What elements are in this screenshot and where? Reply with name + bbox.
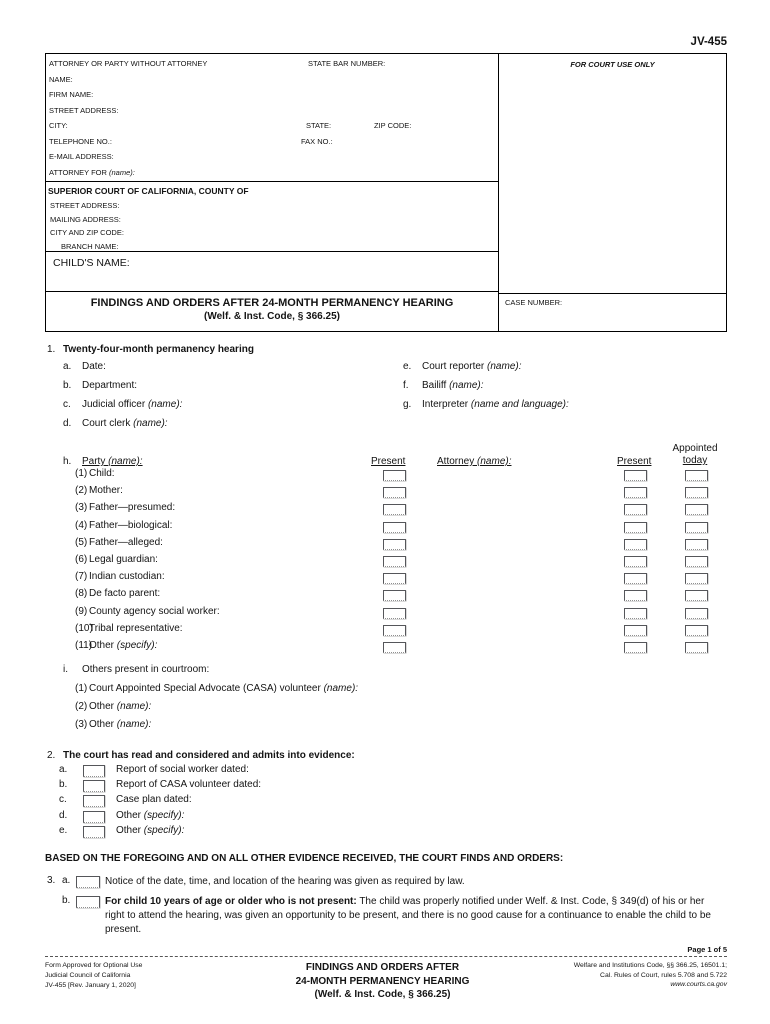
child-not-present-notified-checkbox[interactable] <box>76 896 100 908</box>
fax-field-label: FAX NO.: <box>301 136 333 146</box>
party-row-label: Father—presumed: <box>89 502 176 514</box>
party-4-appointed-today-checkbox[interactable] <box>685 522 708 533</box>
section1-heading <box>45 344 727 355</box>
evidence-other-1-checkbox[interactable] <box>83 811 105 823</box>
party-7-attorney-present-checkbox[interactable] <box>624 573 647 584</box>
item-number: (1) <box>75 683 88 695</box>
list-item <box>45 361 385 380</box>
item-label: Other (specify): <box>116 824 185 836</box>
evidence-casa-report-checkbox[interactable] <box>83 780 105 792</box>
state-field-label: STATE: <box>306 121 332 130</box>
party-item-letter: h. <box>63 456 72 467</box>
item-letter: b. <box>62 895 71 906</box>
for-court-use-only-label: FOR COURT USE ONLY <box>570 60 655 69</box>
form-title-line2: (Welf. & Inst. Code, § 366.25) <box>204 311 340 322</box>
table-row <box>45 588 727 605</box>
item-letter: b. <box>63 380 72 391</box>
party-7-present-checkbox[interactable] <box>383 573 406 584</box>
party-row-label: Father—alleged: <box>89 536 163 548</box>
item-letter: e. <box>59 824 68 836</box>
party-9-attorney-present-checkbox[interactable] <box>624 608 647 619</box>
party-row-label: Child: <box>89 468 115 479</box>
party-row-label: De facto parent: <box>89 588 161 600</box>
party-2-appointed-today-checkbox[interactable] <box>685 487 708 498</box>
section3 <box>45 875 727 937</box>
attorney-present-column-header: Present <box>617 456 652 467</box>
party-row-number: (6) <box>75 553 88 565</box>
firm-name-field-label: FIRM NAME: <box>49 90 94 99</box>
item-label: Report of CASA volunteer dated: <box>116 779 262 791</box>
party-5-appointed-today-checkbox[interactable] <box>685 539 708 550</box>
party-row-label: Tribal representative: <box>89 622 183 634</box>
party-8-appointed-today-checkbox[interactable] <box>685 590 708 601</box>
item-label: Court reporter (name): <box>422 361 522 372</box>
item-label: Bailiff (name): <box>422 380 484 391</box>
table-row <box>45 468 727 485</box>
item-text: Notice of the date, time, and location of the hearing was given as required by law. <box>105 876 465 887</box>
party-3-attorney-present-checkbox[interactable] <box>624 504 647 515</box>
item-label: Judicial officer (name): <box>82 399 183 410</box>
case-number-label: CASE NUMBER: <box>505 298 563 307</box>
party-2-present-checkbox[interactable] <box>383 487 406 498</box>
party-row-label: Father—biological: <box>89 519 173 531</box>
section2-number: 2. <box>47 750 56 762</box>
party-row-label: Other (specify): <box>89 639 158 651</box>
item-letter: c. <box>63 399 71 410</box>
party-10-present-checkbox[interactable] <box>383 625 406 636</box>
party-row-number: (11) <box>75 639 93 651</box>
party-8-present-checkbox[interactable] <box>383 590 406 601</box>
party-row-number: (10) <box>75 622 93 634</box>
list-item <box>45 683 727 701</box>
list-item <box>45 825 727 840</box>
for-court-use-only-box <box>499 54 726 294</box>
party-4-present-checkbox[interactable] <box>383 522 406 533</box>
present-column-header: Present <box>371 456 406 467</box>
item-letter: a. <box>62 875 71 886</box>
list-item <box>45 399 385 418</box>
section1-number: 1. <box>47 344 56 355</box>
form-content <box>45 36 727 1002</box>
section1-columns <box>45 361 727 437</box>
party-11-attorney-present-checkbox[interactable] <box>624 642 647 653</box>
item-label: Report of social worker dated: <box>116 764 249 776</box>
item-label: Case plan dated: <box>116 794 192 806</box>
page-number: Page 1 of 5 <box>687 945 727 954</box>
item-label: Court clerk (name): <box>82 418 168 429</box>
party-1-attorney-present-checkbox[interactable] <box>624 470 647 481</box>
table-row <box>45 520 727 537</box>
list-item <box>45 875 727 889</box>
party-row-number: (8) <box>75 588 88 600</box>
footer-divider <box>45 956 727 957</box>
evidence-social-worker-report-checkbox[interactable] <box>83 765 105 777</box>
table-row <box>45 537 727 554</box>
zip-code-field-label: ZIP CODE: <box>374 121 412 130</box>
item-letter: d. <box>59 809 68 821</box>
table-row <box>45 502 727 519</box>
form-title-line1: FINDINGS AND ORDERS AFTER 24-MONTH PERMANENCY HEARING <box>90 297 454 309</box>
party-row-label: County agency social worker: <box>89 605 220 617</box>
list-item <box>385 399 727 418</box>
footer-form-title: FINDINGS AND ORDERS AFTER 24-MONTH PERMANENCY HEARING (Welf. & Inst. Code, § 366.25) <box>295 962 470 1000</box>
list-item <box>385 380 727 399</box>
courts-website-link[interactable]: www.courts.ca.gov <box>670 981 727 988</box>
item-letter: f. <box>403 380 409 391</box>
party-8-attorney-present-checkbox[interactable] <box>624 590 647 601</box>
form-title-section <box>46 292 498 331</box>
item-letter: c. <box>59 794 67 806</box>
party-row-number: (3) <box>75 502 88 514</box>
table-row <box>45 485 727 502</box>
street-address-field-label: STREET ADDRESS: <box>49 105 119 115</box>
list-item <box>45 764 727 779</box>
item-letter: i. <box>63 664 68 676</box>
item-label: Department: <box>82 380 138 391</box>
section3-number: 3. <box>47 875 56 886</box>
party-11-present-checkbox[interactable] <box>383 642 406 653</box>
table-row <box>45 640 727 657</box>
list-item <box>45 895 727 937</box>
party-5-attorney-present-checkbox[interactable] <box>624 539 647 550</box>
party-6-appointed-today-checkbox[interactable] <box>685 556 708 567</box>
state-bar-number-label: STATE BAR NUMBER: <box>308 59 386 68</box>
party-row-number: (5) <box>75 536 88 548</box>
party-6-attorney-present-checkbox[interactable] <box>624 556 647 567</box>
header-left-column <box>46 54 499 331</box>
section1-title: Twenty-four-month permanency hearing <box>63 344 254 355</box>
party-row-number: (1) <box>75 468 88 479</box>
party-10-appointed-today-checkbox[interactable] <box>685 625 708 636</box>
header-right-column <box>499 54 726 331</box>
item-label: Interpreter (name and language): <box>422 399 569 410</box>
telephone-field-label: TELEPHONE NO.: <box>49 136 112 146</box>
name-field-label: NAME: <box>49 74 73 84</box>
footer <box>45 961 727 1002</box>
list-item <box>385 361 727 380</box>
evidence-other-2-checkbox[interactable] <box>83 826 105 838</box>
list-item <box>45 380 385 399</box>
item-text: For child 10 years of age or older who is not present: The child was properly notified under Welf. & Inst. Code, § 349(d) of his or her right to attend the hearing, was given an opportunity to be present, and there is no good cause for a continuance to enable the child to be present. <box>105 896 711 935</box>
list-item <box>45 794 727 809</box>
party-6-present-checkbox[interactable] <box>383 556 406 567</box>
case-number-box <box>499 294 726 331</box>
party-2-attorney-present-checkbox[interactable] <box>624 487 647 498</box>
section1-right-column <box>385 361 727 437</box>
court-branch-name-label: BRANCH NAME: <box>61 241 119 251</box>
attorney-column-header: Attorney (name): <box>437 456 512 467</box>
party-row-label: Legal guardian: <box>89 553 158 565</box>
party-row-number: (9) <box>75 605 88 617</box>
party-row-number: (7) <box>75 571 88 583</box>
attorney-info-section <box>46 54 498 182</box>
party-row-label: Mother: <box>89 485 123 497</box>
others-present-label: Others present in courtroom: <box>82 664 210 676</box>
list-item <box>45 810 727 825</box>
appointed-today-column-header: Appointed today <box>672 443 718 466</box>
list-item <box>45 719 727 737</box>
party-10-attorney-present-checkbox[interactable] <box>624 625 647 636</box>
child-name-section <box>46 252 498 292</box>
item-letter: b. <box>59 779 68 791</box>
party-5-present-checkbox[interactable] <box>383 539 406 550</box>
court-mailing-address-label: MAILING ADDRESS: <box>50 214 121 224</box>
footer-approval-block: Form Approved for Optional Use Judicial Council of California JV-455 [Rev. January 1, 2020] <box>45 962 143 989</box>
item-letter: d. <box>63 418 72 429</box>
notice-given-checkbox[interactable] <box>76 876 100 888</box>
party-7-appointed-today-checkbox[interactable] <box>685 573 708 584</box>
others-present-heading <box>45 664 727 683</box>
party-3-present-checkbox[interactable] <box>383 504 406 515</box>
table-row <box>45 623 727 640</box>
court-finds-orders-heading: BASED ON THE FOREGOING AND ON ALL OTHER EVIDENCE RECEIVED, THE COURT FINDS AND ORDERS: <box>45 853 564 864</box>
email-field-label: E-MAIL ADDRESS: <box>49 152 114 161</box>
item-label: Other (name): <box>89 719 152 731</box>
footer-citation-block: Welfare and Institutions Code, §§ 366.25, 16501.1; Cal. Rules of Court, rules 5.708 and 5.722 www.courts.ca.gov <box>515 961 727 1002</box>
attorney-for-field-label: ATTORNEY FOR (name): <box>49 167 135 177</box>
list-item <box>45 779 727 794</box>
item-label: Date: <box>82 361 106 372</box>
section2-heading <box>45 750 727 761</box>
court-info-section <box>46 182 498 252</box>
table-row <box>45 606 727 623</box>
superior-court-title: SUPERIOR COURT OF CALIFORNIA, COUNTY OF <box>48 186 249 196</box>
court-city-zip-label: CITY AND ZIP CODE: <box>50 228 124 237</box>
item-number: (2) <box>75 701 88 713</box>
table-row <box>45 554 727 571</box>
party-9-appointed-today-checkbox[interactable] <box>685 608 708 619</box>
section1-left-column <box>45 361 385 437</box>
item-letter: a. <box>59 764 68 776</box>
attorney-header-label: ATTORNEY OR PARTY WITHOUT ATTORNEY <box>49 59 208 68</box>
evidence-case-plan-checkbox[interactable] <box>83 795 105 807</box>
item-letter: g. <box>403 399 412 410</box>
table-row <box>45 571 727 588</box>
party-table-header <box>45 437 727 468</box>
item-letter: a. <box>63 361 72 372</box>
party-row-number: (2) <box>75 485 88 497</box>
list-item <box>45 418 385 437</box>
child-name-label: CHILD'S NAME: <box>53 257 130 269</box>
item-number: (3) <box>75 719 88 731</box>
item-label: Court Appointed Special Advocate (CASA) volunteer (name): <box>89 683 359 695</box>
form-number: JV-455 <box>690 36 727 48</box>
party-row-label: Indian custodian: <box>89 571 165 583</box>
header-caption-box <box>45 53 727 332</box>
party-row-number: (4) <box>75 519 88 531</box>
party-11-appointed-today-checkbox[interactable] <box>685 642 708 653</box>
party-4-attorney-present-checkbox[interactable] <box>624 522 647 533</box>
list-item <box>45 701 727 719</box>
party-column-header: Party (name): <box>82 456 143 467</box>
item-label: Other (name): <box>89 701 152 713</box>
party-3-appointed-today-checkbox[interactable] <box>685 504 708 515</box>
party-1-appointed-today-checkbox[interactable] <box>685 470 708 481</box>
city-field-label: CITY: <box>49 121 68 130</box>
section2-title: The court has read and considered and admits into evidence: <box>63 750 355 762</box>
party-1-present-checkbox[interactable] <box>383 470 406 481</box>
item-label: Other (specify): <box>116 809 185 821</box>
item-letter: e. <box>403 361 412 372</box>
party-9-present-checkbox[interactable] <box>383 608 406 619</box>
court-street-address-label: STREET ADDRESS: <box>50 201 120 210</box>
